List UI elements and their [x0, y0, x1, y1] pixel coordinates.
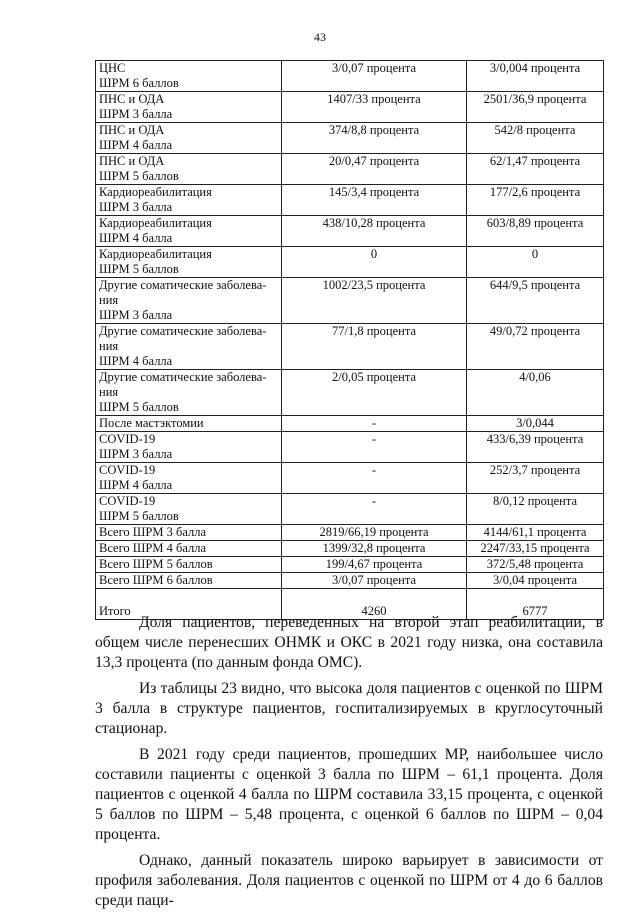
row-label-cell: Кардиореабилитация ШРМ 5 баллов — [96, 247, 282, 278]
table-body — [96, 61, 604, 620]
row-label-cell: Всего ШРМ 4 балла — [96, 541, 282, 557]
value-cell-col1: 3/0,07 процента — [282, 61, 467, 92]
row-label-cell: Всего ШРМ 6 баллов — [96, 573, 282, 589]
row-label-cell: ПНС и ОДА ШРМ 3 балла — [96, 92, 282, 123]
value-cell-col1: 1399/32,8 процента — [282, 541, 467, 557]
row-label-cell: ПНС и ОДА ШРМ 5 баллов — [96, 154, 282, 185]
row-label-cell: Другие соматические заболева- ния ШРМ 3 балла — [96, 278, 282, 324]
value-cell-col1: 2819/66,19 процента — [282, 525, 467, 541]
table-row — [96, 463, 604, 494]
value-cell-col2: 3/0,04 процента — [467, 573, 604, 589]
table-row — [96, 216, 604, 247]
row-label-cell: После мастэктомии — [96, 416, 282, 432]
table-row — [96, 557, 604, 573]
row-label-cell: COVID-19 ШРМ 5 баллов — [96, 494, 282, 525]
row-label-cell: Кардиореабилитация ШРМ 4 балла — [96, 216, 282, 247]
table-row — [96, 525, 604, 541]
value-cell-col1: - — [282, 432, 467, 463]
value-cell-col2: 2247/33,15 процента — [467, 541, 604, 557]
table-row — [96, 494, 604, 525]
paragraph: Однако, данный показатель широко варьирует в зависимости от профиля заболевания. Доля пациентов с оценкой по ШРМ от 4 до 6 баллов среди паци- — [95, 852, 603, 909]
table-row — [96, 185, 604, 216]
value-cell-col1: 1407/33 процента — [282, 92, 467, 123]
value-cell-col2: 8/0,12 процента — [467, 494, 604, 525]
value-cell-col1: - — [282, 416, 467, 432]
row-label-cell: Всего ШРМ 3 балла — [96, 525, 282, 541]
value-cell-col2: 603/8,89 процента — [467, 216, 604, 247]
table-row — [96, 123, 604, 154]
value-cell-col1: - — [282, 494, 467, 525]
row-label-cell: Итого — [96, 589, 282, 620]
value-cell-col2: 4/0,06 — [467, 370, 604, 416]
value-cell-col1: 438/10,28 процента — [282, 216, 467, 247]
value-cell-col1: 4260 — [282, 589, 467, 620]
value-cell-col2: 4144/61,1 процента — [467, 525, 604, 541]
value-cell-col1: 374/8,8 процента — [282, 123, 467, 154]
value-cell-col2: 62/1,47 процента — [467, 154, 604, 185]
table-row — [96, 92, 604, 123]
row-label-cell: Другие соматические заболева- ния ШРМ 4 балла — [96, 324, 282, 370]
row-label-cell: COVID-19 ШРМ 4 балла — [96, 463, 282, 494]
value-cell-col1: 3/0,07 процента — [282, 573, 467, 589]
table-row — [96, 247, 604, 278]
value-cell-col2: 644/9,5 процента — [467, 278, 604, 324]
row-label-cell: ПНС и ОДА ШРМ 4 балла — [96, 123, 282, 154]
table-row — [96, 61, 604, 92]
paragraph: В 2021 году среди пациентов, прошедших МР, наибольшее число составили пациенты с оценкой 3 балла по ШРМ – 61,1 процента. Доля пациентов с оценкой 4 балла по ШРМ составила 33,15 процента, с оценкой 5 баллов по ШРМ – 5,48 процента, с оценкой 6 баллов по ШРМ – 0,04 процента. — [95, 746, 603, 843]
row-label-cell: Другие соматические заболева- ния ШРМ 5 баллов — [96, 370, 282, 416]
value-cell-col1: 0 — [282, 247, 467, 278]
value-cell-col2: 433/6,39 процента — [467, 432, 604, 463]
value-cell-col2: 3/0,044 — [467, 416, 604, 432]
row-label-cell: Кардиореабилитация ШРМ 3 балла — [96, 185, 282, 216]
paragraph: Доля пациентов, переведенных на второй этап реабилитации, в общем числе перенесших ОНМК и ОКС в 2021 году низка, она составила 13,3 процента (по данным фонда ОМС). — [95, 614, 603, 671]
value-cell-col1: 20/0,47 процента — [282, 154, 467, 185]
paragraph: Из таблицы 23 видно, что высока доля пациентов с оценкой по ШРМ 3 балла в структуре пациентов, госпитализируемых в круглосуточный стационар. — [95, 680, 603, 737]
rehab-table — [95, 60, 604, 620]
value-cell-col2: 3/0,004 процента — [467, 61, 604, 92]
table-row — [96, 324, 604, 370]
value-cell-col1: 1002/23,5 процента — [282, 278, 467, 324]
table-row — [96, 416, 604, 432]
table-row — [96, 573, 604, 589]
table-row — [96, 278, 604, 324]
table-row — [96, 154, 604, 185]
value-cell-col1: - — [282, 463, 467, 494]
value-cell-col2: 372/5,48 процента — [467, 557, 604, 573]
value-cell-col1: 199/4,67 процента — [282, 557, 467, 573]
value-cell-col2: 49/0,72 процента — [467, 324, 604, 370]
body-text — [95, 613, 603, 917]
table-row — [96, 370, 604, 416]
value-cell-col2: 252/3,7 процента — [467, 463, 604, 494]
row-label-cell: COVID-19 ШРМ 3 балла — [96, 432, 282, 463]
table-row — [96, 541, 604, 557]
value-cell-col1: 2/0,05 процента — [282, 370, 467, 416]
value-cell-col2: 0 — [467, 247, 604, 278]
row-label-cell: Всего ШРМ 5 баллов — [96, 557, 282, 573]
page-number: 43 — [314, 30, 326, 44]
value-cell-col2: 2501/36,9 процента — [467, 92, 604, 123]
value-cell-col2: 177/2,6 процента — [467, 185, 604, 216]
value-cell-col2: 6777 — [467, 589, 604, 620]
row-label-cell: ЦНС ШРМ 6 баллов — [96, 61, 282, 92]
value-cell-col1: 145/3,4 процента — [282, 185, 467, 216]
value-cell-col1: 77/1,8 процента — [282, 324, 467, 370]
table-row — [96, 432, 604, 463]
value-cell-col2: 542/8 процента — [467, 123, 604, 154]
